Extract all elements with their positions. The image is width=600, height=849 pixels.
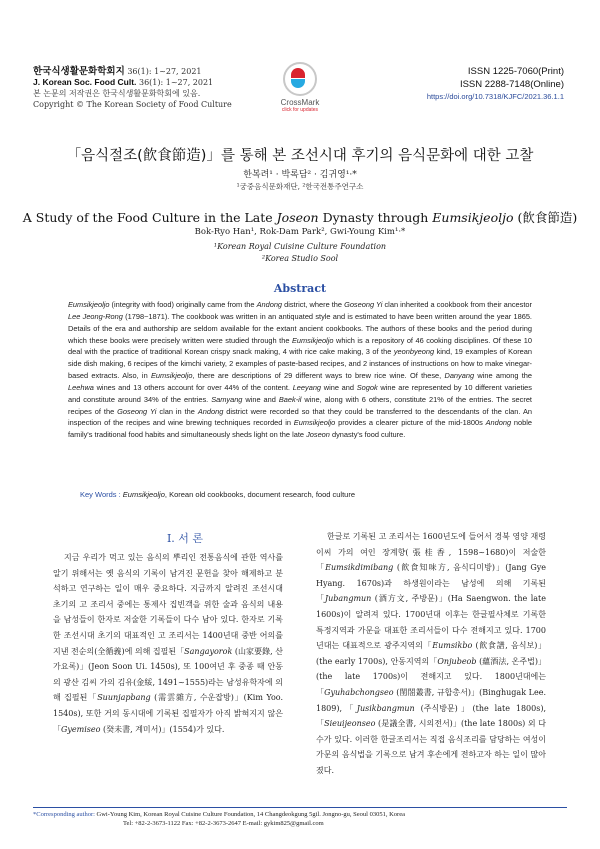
text-run: kind, 19 examples of Korean side dish making, 6 recipes of the kimchi variety, 2 examples of paste-based recipes, and 2 instances of instructions on how to make vinegar-based extracts. Also, in [68, 347, 532, 381]
title-english [0, 208, 600, 226]
italic-run: Andong [485, 418, 512, 428]
abstract-heading: Abstract [273, 282, 327, 295]
text-run: clan inherited a cookbook from their ancestor [382, 300, 532, 309]
text-run: wine and [242, 394, 279, 404]
doi-link[interactable]: https://doi.org/10.7318/KJFC/2021.36.1.1 [426, 92, 564, 101]
text-run: (integrity with food) originally came from the [109, 300, 257, 309]
italic-run: Eumsikjeoljo [150, 371, 193, 381]
text-run: (飮食知味方, 음식디미방)」(Jang Gye Hyang. 1670s)과 하생원이라는 남성에 의해 기록된「 [316, 563, 546, 604]
text-run: (閨閤叢書, 규합총서)」(Binghugak Lee. 1809),「 [316, 687, 546, 713]
italic-run: Onjubeob [437, 656, 477, 666]
italic-run: Andong [197, 406, 224, 416]
body-column-left [53, 550, 283, 737]
body-column-right [316, 529, 546, 779]
italic-run: Jusikbangmun [356, 703, 415, 713]
italic-run: yeonbyeong [393, 347, 435, 357]
text-run: wine, along with 6 others, constitute 21% of the entries. The secret recipes of the [68, 394, 532, 416]
journal-title-en: J. Korean Soc. Food Cult. [33, 77, 137, 87]
authors-korean: 한복려¹ · 박록담² · 김귀영¹·* [243, 170, 357, 180]
abstract-body [68, 299, 532, 441]
crossmark-sub: click for updates [281, 107, 319, 113]
text-run: (주식방문)」(the late 1800s),「 [316, 703, 546, 729]
text-run: dynasty's food culture. [329, 430, 406, 440]
paragraph [316, 529, 546, 779]
affiliation-1: ¹Korean Royal Cuisine Culture Foundation [213, 242, 387, 251]
crossmark-badge[interactable] [267, 62, 333, 113]
italic-run: Eumsikjeoljo [291, 335, 334, 345]
text-run: , Korean old cookbooks, document research, food culture [164, 490, 356, 499]
title-en-part: A Study of the Food Culture in the Late [22, 210, 277, 225]
issn-print: ISSN 1225-7060(Print) [467, 66, 564, 77]
text-run: (酒方文, 주방문)」(Ha Saengwon. the late 1600s)이 알려져 있다. 1700년대 이후는 한글필사체로 기록한 특정지역과 가문을 대표한 조리서들이 다수 전해지고 있다. 1700년대는 대표적으로 광주지역의「 [316, 594, 547, 651]
italic-run: Eumsikjeoljo [122, 490, 165, 499]
journal-title-ko: 한국식생활문화학회지 [33, 66, 125, 77]
keywords-list [123, 490, 355, 499]
footnote-line-2: Tel: +82-2-3673-1122 Fax: +82-2-3673-2647 E-mail: gykim825@gmail.com [123, 820, 324, 827]
issn-block [427, 66, 564, 104]
affiliation-2: ²Korea Studio Sool [261, 254, 339, 263]
crossmark-icon [283, 62, 317, 96]
authors-english: Bok-Ryo Han¹, Rok-Dam Park², Gwi-Young Kim¹·* [194, 227, 406, 237]
text-run: (癸未書, 계미서)」(1554)가 있다. [100, 724, 225, 734]
italic-run: Eumsikjeoljo [293, 418, 336, 428]
copyright-line: Copyright © The Korean Society of Food Culture [33, 100, 232, 109]
copyright-notice-ko: 본 논문의 저작권은 한국식생활문화학회에 있음. [33, 89, 201, 98]
text-run: (蘊酒法, 온주법)」(the late 1700s)이 전해지고 있다. 1800년대에는「 [316, 656, 547, 697]
title-en-italic: Joseon [276, 210, 319, 225]
crossmark-label: CrossMark [280, 98, 320, 107]
text-run: district were recorded so that they could be transferred to the descendants of the clan. An inspection of the recipes and wine brewing techniques recorded in [68, 406, 532, 428]
paragraph [53, 550, 283, 737]
journal-header [33, 66, 283, 110]
text-run: (需雲雜方, 수운잡방)」(Kim Yoo. 1540s), 또한 거의 동시대에 기록된 집필자가 아직 밝혀지지 않은「 [53, 693, 283, 734]
italic-run: Lee Jeong-Rong [68, 311, 123, 321]
title-korean: 「음식절조(飮食節造)」를 통해 본 조선시대 후기의 음식문화에 대한 고찰 [66, 148, 534, 164]
text-run: provides a clearer picture of the mid-1800s [335, 418, 486, 428]
text-run: wine among the [474, 371, 532, 381]
italic-run: Sangayorok [184, 646, 233, 656]
title-en-part: Dynasty through [318, 210, 433, 225]
affiliations-korean: ¹궁중음식문화재단, ²한국전통주연구소 [236, 182, 364, 191]
title-en-part: (飮食節造) [513, 210, 578, 225]
italic-run: Goseong Yi [344, 300, 383, 309]
affiliations-english [0, 241, 600, 265]
text-run: 지금 우리가 먹고 있는 음식의 뿌리인 전통음식에 관한 역사를 알기 위해서는 옛 음식의 기록이 남겨진 문헌을 찾아 해제하고 분석하고 연구하는 일이 매우 중요하다. 지금까지 알려진 조선시대 초기의 고 조리서 중에는 통제사 집빈객을 위한 술과 음식의 내용을 남성들이 한자로 저술한 기록들이 다수 남아 있다. 한자로 기록한 조선시대 초기의 대표적인 고 조리서는 1400년대 중반 어의를 지낸 전순의(全循義)에 의해 집필된「 [53, 553, 283, 656]
text-run: clan in the [156, 406, 198, 416]
footnote [33, 810, 567, 828]
italic-run: Gyuhabchongseo [324, 687, 394, 697]
text-run: wine and [321, 382, 357, 392]
text-run: (飮食譜, 음식보)」(the early 1700s), 안동지역의「 [316, 641, 546, 666]
text-run: , there are descriptions of 29 different ways to brew rice wine. Of these, [192, 371, 445, 381]
italic-run: Leeyang [292, 382, 322, 392]
italic-run: Sogok [356, 382, 378, 392]
keywords [80, 490, 532, 499]
italic-run: Andong [256, 300, 283, 309]
text-run: (1798~1871). The cookbook was written in an antiquated style and is estimated to have been written around the year 1865. Details of the era and authorship are seldom available for the extant ancient cookbooks. The authors of these books and the period during which these books were precisely written were studied through the [68, 311, 532, 345]
title-en-italic: Eumsikjeoljo [432, 210, 514, 225]
italic-run: Eumsikjeoljo [68, 300, 110, 309]
italic-run: Baek-il [278, 394, 302, 404]
text-run: district, where the [282, 300, 345, 309]
footnote-label: *Corresponding author: [33, 811, 97, 818]
text-run: wine are represented by 10 different varieties and constitute around 34% of the entries. [68, 382, 532, 404]
journal-issue-en: 36(1): 1~27, 2021 [136, 78, 214, 87]
italic-run: Samyang [211, 394, 243, 404]
italic-run: Eumsikdimibang [325, 563, 394, 573]
italic-run: Gyemiseo [61, 724, 101, 734]
italic-run: Leehwa [68, 382, 94, 392]
italic-run: Joseon [306, 430, 330, 440]
keywords-label: Key Words : [80, 490, 123, 499]
italic-run: Sieuijeonseo [324, 719, 376, 729]
italic-run: Suunjapbang [97, 693, 151, 703]
footnote-divider [33, 807, 567, 808]
issn-online: ISSN 2288-7148(Online) [459, 78, 564, 90]
journal-issue-ko: 36(1): 1~27, 2021 [124, 67, 202, 76]
text-run: (山家要錄, 산가요록)」(Jeon Soon Ui. 1450s), 또 100여년 후 중종 때 안동의 광산 김씨 가의 김유(金綏, 1491~1555)라는 남성유학자에 의해 집필된「 [53, 646, 283, 703]
section-heading-introduction: I. 서 론 [166, 532, 204, 545]
text-run: noble family's traditional food habits and simultaneously sheds light on the late [68, 418, 532, 440]
italic-run: Goseong Yi [117, 406, 157, 416]
footnote-line-1: Gwi-Young Kim, Korean Royal Cuisine Culture Foundation, 14 Changdeokgung 5gil. Jongno-gu, Seoul 03051, Korea [96, 811, 405, 818]
text-run: 한글로 기록된 고 조리서는 1600년도에 들어서 경북 영양 재령이씨 가의 여인 장계향(張桂香, 1598~1680)이 저술한「 [316, 532, 546, 573]
italic-run: Danyang [444, 371, 475, 381]
text-run: which is a repository of 46 cooking disciplines. Of these 10 deal with the practice of traditional Korean crispy snack making, 4 with rice cake making, 3 of the [68, 335, 532, 357]
text-run: (是議全書, 시의전서)」(the late 1800s) 외 다수가 있다. 이러한 한글조리서는 직접 음식조리를 담당하는 여성이 가문의 음식법을 기록으로 남겨 후손에게 전하고자 하는 일이 많아졌다. [316, 719, 547, 775]
italic-run: Eumsikbo [432, 641, 473, 651]
text-run: wines and 13 others account for over 44% of the content. [93, 382, 293, 392]
italic-run: Jubangmun [324, 594, 372, 604]
